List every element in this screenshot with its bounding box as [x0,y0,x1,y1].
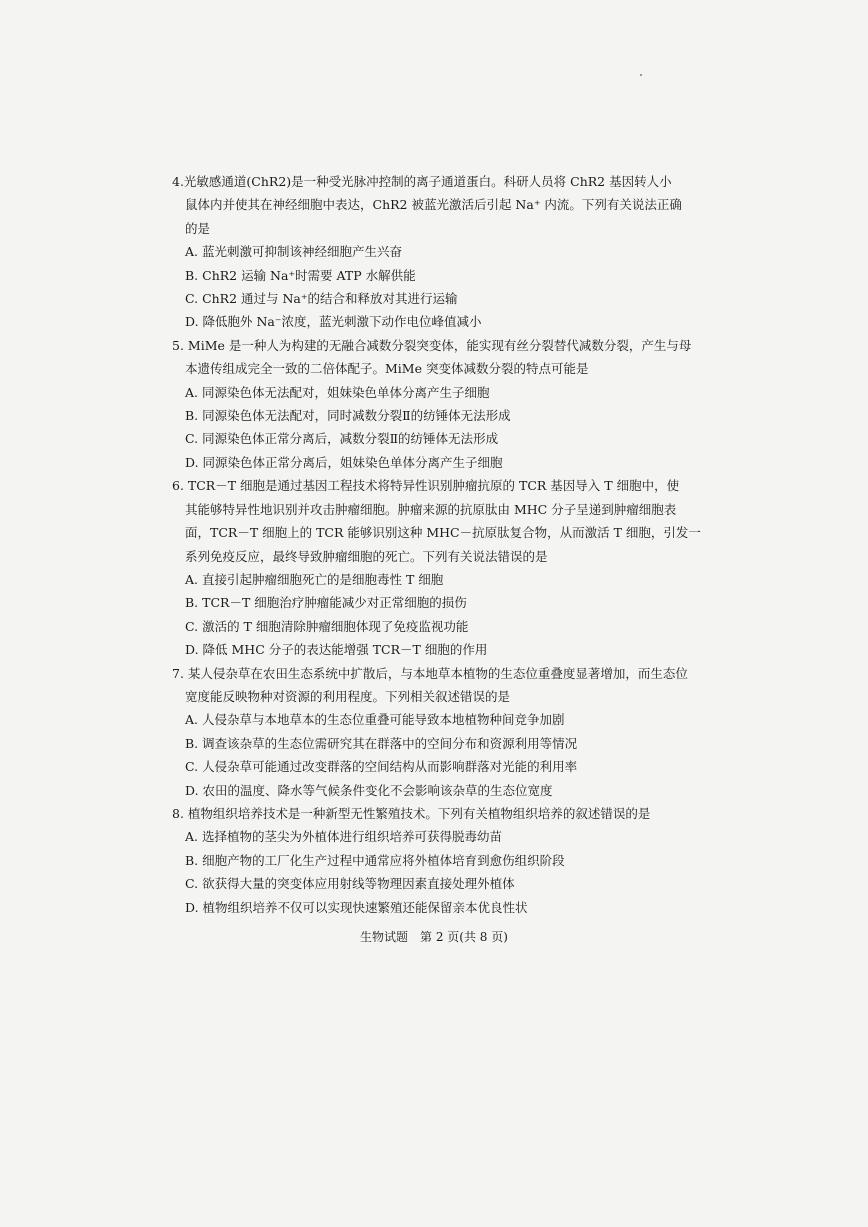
option-a: A. 人侵杂草与本地草本的生态位重叠可能导致本地植物种间竞争加剧 [185,712,565,728]
question-6 [172,474,702,661]
scan-speck [640,74,642,76]
option-a: A. 同源染色体无法配对，姐妹染色单体分离产生子细胞 [185,384,490,400]
question-7 [172,662,702,802]
question-stem-line: 面，TCR－T 细胞上的 TCR 能够识别这种 MHC－抗原肽复合物，从而激活 T 细胞，引发一 [185,525,701,541]
option-b: B. ChR2 运输 Na⁺时需要 ATP 水解供能 [185,267,416,283]
option-d: D. 同源染色体正常分离后，姐妹染色单体分离产生子细胞 [185,454,503,470]
question-stem-line: 鼠体内并使其在神经细胞中表达，ChR2 被蓝光激活后引起 Na⁺ 内流。下列有关说法正确 [185,197,682,213]
question-stem-line: 6. TCR－T 细胞是通过基因工程技术将特异性识别肿瘤抗原的 TCR 基因导入 T 细胞中，使 [172,478,680,494]
option-d: D. 植物组织培养不仅可以实现快速繁殖还能保留亲本优良性状 [185,899,528,915]
question-stem-line: 宽度能反映物种对资源的利用程度。下列相关叙述错误的是 [185,688,511,704]
question-stem-line: 本遗传组成完全一致的二倍体配子。MiMe 突变体减数分裂的特点可能是 [185,361,589,377]
question-8 [172,802,702,919]
option-a: A. 直接引起肿瘤细胞死亡的是细胞毒性 T 细胞 [185,571,444,587]
question-stem-line: 4.光敏感通道(ChR2)是一种受光脉冲控制的离子通道蛋白。科研人员将 ChR2 基因转人小 [172,174,672,189]
question-stem-line: 7. 某人侵杂草在农田生态系统中扩散后，与本地草本植物的生态位重叠度显著增加，而生态位 [172,665,688,681]
option-b: B. 同源染色体无法配对，同时减数分裂Ⅱ的纺锤体无法形成 [185,408,511,424]
option-c: C. 人侵杂草可能通过改变群落的空间结构从而影响群落对光能的利用率 [185,759,578,775]
option-b: B. 细胞产物的工厂化生产过程中通常应将外植体培育到愈伤组织阶段 [185,852,565,868]
question-stem-line: 的是 [185,220,211,236]
question-stem-line: 其能够特异性地识别并攻击肿瘤细胞。肿瘤来源的抗原肽由 MHC 分子呈递到肿瘤细胞表 [185,501,677,517]
question-5 [172,334,702,474]
option-c: C. 激活的 T 细胞清除肿瘤细胞体现了免疫监视功能 [185,618,469,634]
option-b: B. 调查该杂草的生态位需研究其在群落中的空间分布和资源利用等情况 [185,735,578,751]
option-b: B. TCR－T 细胞治疗肿瘤能减少对正常细胞的损伤 [185,595,467,611]
question-stem-line: 5. MiMe 是一种人为构建的无融合减数分裂突变体，能实现有丝分裂替代减数分裂，产生与母 [172,337,692,353]
option-a: A. 选择植物的茎尖为外植体进行组织培养可获得脱毒幼苗 [185,829,502,845]
option-a: A. 蓝光刺激可抑制该神经细胞产生兴奋 [185,244,402,260]
question-list [172,170,702,919]
option-d: D. 降低 MHC 分子的表达能增强 TCR－T 细胞的作用 [185,642,488,658]
option-d: D. 降低胞外 Na⁻浓度，蓝光刺激下动作电位峰值减小 [185,314,482,330]
question-4 [172,170,702,334]
page-footer: 生物试题 第 2 页(共 8 页) [360,930,508,944]
option-c: C. 欲获得大量的突变体应用射线等物理因素直接处理外植体 [185,876,515,892]
question-stem-line: 8. 植物组织培养技术是一种新型无性繁殖技术。下列有关植物组织培养的叙述错误的是 [172,805,651,821]
question-stem-line: 系列免疫反应，最终导致肿瘤细胞的死亡。下列有关说法错误的是 [185,548,548,564]
option-c: C. 同源染色体正常分离后，减数分裂Ⅱ的纺锤体无法形成 [185,431,499,447]
option-d: D. 农田的温度、降水等气候条件变化不会影响该杂草的生态位宽度 [185,782,553,798]
option-c: C. ChR2 通过与 Na⁺的结合和释放对其进行运输 [185,291,458,307]
